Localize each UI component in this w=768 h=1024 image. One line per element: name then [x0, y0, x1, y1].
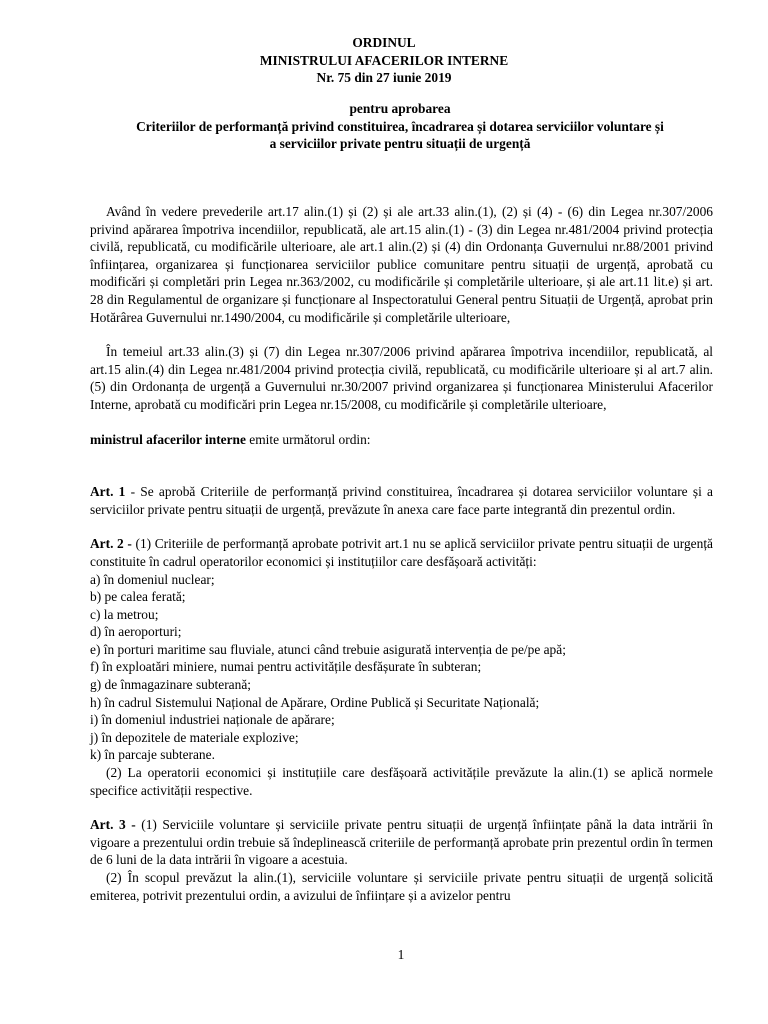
- order-number-date: Nr. 75 din 27 iunie 2019: [316, 70, 452, 85]
- subject-line-3: a serviciilor private pentru situații de urgență: [269, 136, 531, 151]
- document-body: [90, 203, 713, 904]
- order-title: ORDINUL: [352, 35, 416, 50]
- list-item: d) în aeroporturi;: [90, 624, 182, 640]
- list-item: b) pe calea ferată;: [90, 589, 186, 605]
- page-number: 1: [397, 947, 405, 962]
- list-item: a) în domeniul nuclear;: [90, 571, 215, 587]
- preamble-paragraph-1: Având în vedere prevederile art.17 alin.(1) și (2) și ale art.33 alin.(1), (2) și (4) - (6) din Legea nr.307/2006 privind apărarea împotriva incendiilor, republicată, ale art.15 alin.(1) - (3) din Legea nr.481/2004 privind protecția civilă, republicată, cu modificările ulterioare, ale art.1 alin.(2) și (4) din Ordonanța Guvernului nr.88/2001 privind înființarea, organizarea și funcționarea serviciilor publice comunitare pentru situații de urgență, aprobată cu modificări și completări prin Legea nr.363/2002, cu modificările și completările ulterioare, și ale art.11 lit.e) și art. 28 din Regulamentul de organizare și funcționare al Inspectoratului General pentru Situații de Urgență, aprobat prin Hotărârea Guvernului nr.1490/2004, cu modificările și completările ulterioare,: [90, 204, 713, 325]
- subject-line-2: Criteriilor de performanță privind constituirea, încadrarea și dotarea serviciilor voluntare și: [136, 118, 664, 134]
- subject-line-1: pentru aprobarea: [349, 101, 451, 116]
- list-item: i) în domeniul industriei naționale de apărare;: [90, 712, 335, 728]
- minister-bold: ministrul afacerilor interne: [90, 431, 246, 447]
- article-3-paragraph-1: [90, 816, 713, 869]
- preamble-paragraph-2: În temeiul art.33 alin.(3) și (7) din Legea nr.307/2006 privind apărarea împotriva incendiilor, republicată, al art.15 alin.(4) din Legea nr.481/2004 privind protecția civilă, republicată, cu modificările ulterioare și al art.7 alin.(5) din Ordonanța de urgență a Guvernului nr.30/2007 privind organizarea și funcționarea Ministerului Afacerilor Interne, aprobată cu modificări prin Legea nr.15/2008, cu modificările și completările ulterioare,: [90, 344, 713, 412]
- list-item: k) în parcaje subterane.: [90, 747, 215, 763]
- list-item: f) în exploatări miniere, numai pentru activitățile desfășurate în subteran;: [90, 659, 482, 675]
- order-header: [0, 34, 768, 87]
- article-1-text: - Se aprobă Criteriile de performanță privind constituirea, încadrarea și dotarea serviciilor voluntare și a serviciilor private pentru situații de urgență, prevăzute în anexa care face parte integrantă din prezentul ordin.: [90, 484, 713, 517]
- article-2-list: [90, 571, 713, 765]
- article-3-label: Art. 3 -: [90, 817, 136, 833]
- minister-rest: emite următorul ordin:: [245, 431, 371, 447]
- article-3-text: (1) Serviciile voluntare și serviciile private pentru situații de urgență înființate până la data intrării în vigoare a prezentului ordin trebuie să îndeplinească criteriile de performanță aprobate prin prezentul ordin în termen de 6 luni de la data intrării în vigoare a acestuia.: [90, 817, 713, 868]
- order-subject: [80, 100, 720, 153]
- article-1: [90, 483, 713, 518]
- article-1-label: Art. 1: [90, 484, 126, 500]
- article-2-paragraph-2: (2) La operatorii economici și instituțiile care desfășoară activitățile prevăzute la alin.(1) se aplică normele specifice activității respective.: [90, 765, 713, 798]
- list-item: c) la metrou;: [90, 606, 159, 622]
- article-3-paragraph-2: (2) În scopul prevăzut la alin.(1), serviciile voluntare și serviciile private pentru situații de urgență solicită emiterea, potrivit prezentului ordin, a avizului de înființare și a avizelor pentru: [90, 870, 713, 903]
- article-2-intro: [90, 535, 713, 570]
- list-item: g) de înmagazinare subterană;: [90, 677, 251, 693]
- article-2-label: Art. 2 -: [90, 536, 132, 552]
- ministry-name: MINISTRULUI AFACERILOR INTERNE: [259, 52, 509, 68]
- list-item: j) în depozitele de materiale explozive;: [90, 729, 299, 745]
- minister-statement: [90, 431, 713, 449]
- article-2-intro-text: (1) Criteriile de performanță aprobate potrivit art.1 nu se aplică serviciilor private pentru situații de urgență constituite în cadrul operatorilor economici și instituțiilor care desfășoară activități:: [90, 536, 713, 569]
- list-item: h) în cadrul Sistemului Național de Apărare, Ordine Publică și Securitate Națională;: [90, 694, 540, 710]
- list-item: e) în porturi maritime sau fluviale, atunci când trebuie asigurată intervenția de pe/pe apă;: [90, 641, 566, 657]
